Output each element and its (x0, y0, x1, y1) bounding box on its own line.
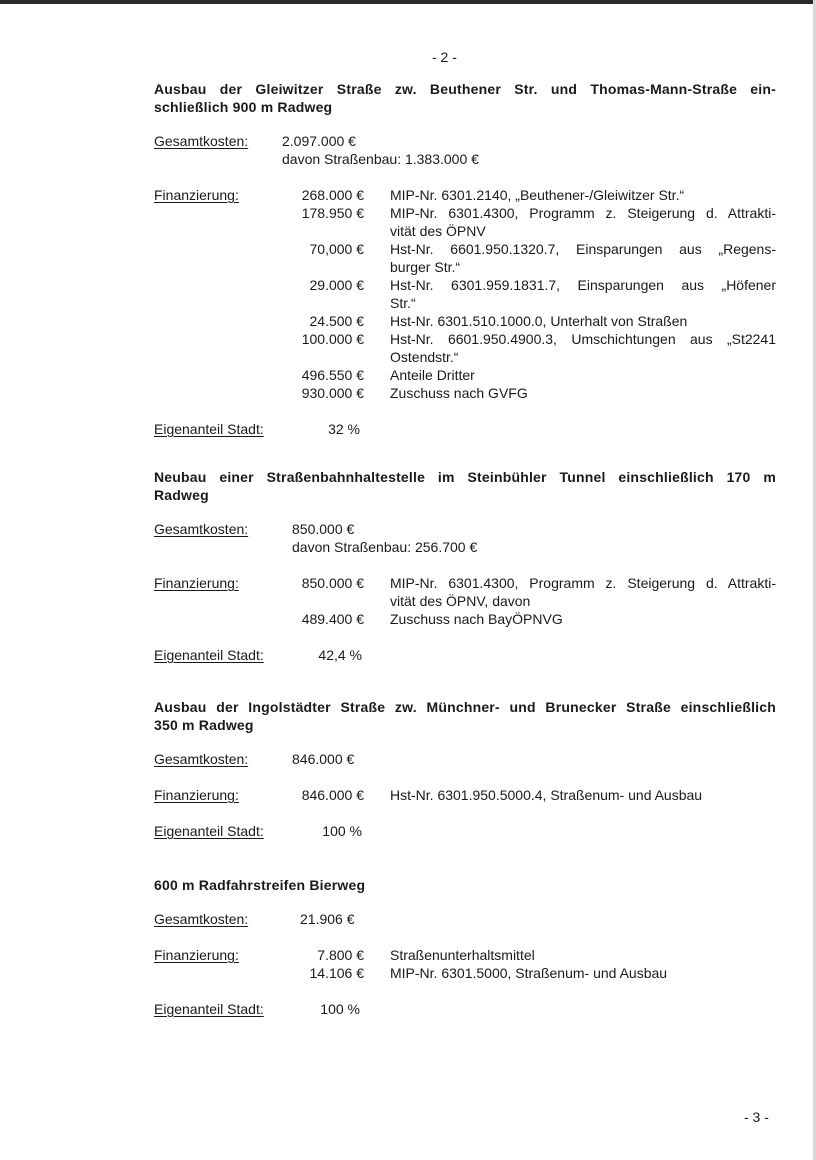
financing-item (282, 276, 776, 312)
eigenanteil-value: 42,4 % (318, 647, 362, 663)
financing-amount: 24.500 € (309, 313, 364, 329)
eigenanteil-row (154, 822, 776, 840)
finanzierung-row (154, 786, 776, 804)
financing-amount: 268.000 € (301, 187, 364, 203)
financing-list (282, 786, 776, 804)
footer-page-number: - 3 - (744, 1109, 769, 1125)
eigenanteil-value: 32 % (328, 421, 360, 437)
financing-description: Zuschuss nach BayÖPNVG (390, 611, 563, 627)
eigenanteil-row (154, 646, 776, 664)
gesamtkosten-sub: davon Straßenbau: 1.383.000 € (282, 151, 479, 167)
section-ingolstaedter-strasse (154, 698, 776, 840)
eigenanteil-label: Eigenanteil Stadt: (154, 647, 264, 663)
gesamtkosten-row (154, 910, 776, 928)
page-top-edge (0, 0, 816, 4)
financing-item (282, 384, 776, 402)
section-steinbuehler-tunnel (154, 468, 776, 664)
section-bierweg (154, 876, 776, 1018)
financing-description: Straßenunterhaltsmittel (390, 947, 535, 963)
page-number: - 2 - (432, 49, 457, 65)
financing-description: MIP-Nr. 6301.2140, „Beuthener-/Gleiwitzer Str.“ (390, 187, 685, 203)
financing-description: MIP-Nr. 6301.5000, Straßenum- und Ausbau (390, 965, 668, 981)
financing-item (282, 786, 776, 804)
financing-description: Anteile Dritter (390, 367, 475, 383)
gesamtkosten-label: Gesamtkosten: (154, 521, 249, 537)
financing-item (282, 964, 776, 982)
financing-description: Zuschuss nach GVFG (390, 385, 528, 401)
financing-amount: 930.000 € (301, 385, 364, 401)
financing-item (282, 330, 776, 366)
section-heading: Neubau einer Straßenbahnhaltestelle im Steinbühler Tunnel einschließlich 170 m Radweg (154, 469, 776, 503)
financing-description: MIP-Nr. 6301.4300, Programm z. Steigerung d. Attrakti- vität des ÖPNV (390, 205, 776, 239)
financing-description: Hst-Nr. 6601.950.4900.3, Umschichtungen aus „St2241 Ostendstr.“ (390, 331, 776, 365)
financing-amount: 496.550 € (301, 367, 364, 383)
gesamtkosten-row (154, 520, 776, 556)
financing-amount: 100.000 € (301, 331, 364, 347)
financing-amount: 489.400 € (301, 611, 364, 627)
finanzierung-label: Finanzierung: (154, 575, 239, 591)
financing-amount: 7.800 € (317, 947, 364, 963)
gesamtkosten-label: Gesamtkosten: (154, 133, 249, 149)
gesamtkosten-value: 21.906 € (300, 911, 355, 927)
financing-item (282, 186, 776, 204)
gesamtkosten-label: Gesamtkosten: (154, 751, 249, 767)
gesamtkosten-label: Gesamtkosten: (154, 911, 249, 927)
financing-amount: 14.106 € (309, 965, 364, 981)
financing-item (282, 366, 776, 384)
financing-description: MIP-Nr. 6301.4300, Programm z. Steigerung d. Attrakti- vität des ÖPNV, davon (390, 575, 776, 609)
financing-item (282, 312, 776, 330)
eigenanteil-label: Eigenanteil Stadt: (154, 1001, 264, 1017)
finanzierung-row (154, 946, 776, 982)
eigenanteil-label: Eigenanteil Stadt: (154, 823, 264, 839)
eigenanteil-row (154, 420, 776, 438)
financing-list (282, 946, 776, 982)
financing-description: Hst-Nr. 6601.950.1320.7, Einsparungen aus „Regens- burger Str.“ (390, 241, 776, 275)
gesamtkosten-row (154, 132, 776, 168)
financing-list (282, 186, 776, 402)
finanzierung-row (154, 574, 776, 628)
financing-description: Hst-Nr. 6301.950.5000.4, Straßenum- und Ausbau (390, 787, 703, 803)
gesamtkosten-value: 846.000 € (292, 751, 355, 767)
finanzierung-label: Finanzierung: (154, 787, 239, 803)
finanzierung-label: Finanzierung: (154, 947, 239, 963)
section-heading: Ausbau der Ingolstädter Straße zw. Münchner- und Brunecker Straße einschließlich 350 m Radweg (154, 699, 776, 733)
section-heading: Ausbau der Gleiwitzer Straße zw. Beuthener Str. und Thomas-Mann-Straße ein- schließlich 900 m Radweg (154, 81, 776, 115)
financing-amount: 29.000 € (309, 277, 364, 293)
financing-amount: 850.000 € (301, 575, 364, 591)
financing-item (282, 946, 776, 964)
eigenanteil-label: Eigenanteil Stadt: (154, 421, 264, 437)
eigenanteil-value: 100 % (320, 1001, 360, 1017)
gesamtkosten-value: 2.097.000 € (282, 133, 356, 149)
finanzierung-label: Finanzierung: (154, 187, 239, 203)
financing-item (282, 204, 776, 240)
financing-amount: 178.950 € (301, 205, 364, 221)
financing-item (282, 240, 776, 276)
eigenanteil-row (154, 1000, 776, 1018)
gesamtkosten-value: 850.000 € (292, 521, 355, 537)
section-heading: 600 m Radfahrstreifen Bierweg (154, 877, 366, 893)
financing-amount: 70,000 € (309, 241, 364, 257)
financing-description: Hst-Nr. 6301.510.1000.0, Unterhalt von Straßen (390, 313, 688, 329)
financing-amount: 846.000 € (301, 787, 364, 803)
financing-item (282, 610, 776, 628)
section-gleiwitzer-strasse (154, 80, 776, 438)
financing-list (282, 574, 776, 628)
eigenanteil-value: 100 % (322, 823, 362, 839)
gesamtkosten-row (154, 750, 776, 768)
gesamtkosten-sub: davon Straßenbau: 256.700 € (292, 539, 478, 555)
financing-item (282, 574, 776, 610)
financing-description: Hst-Nr. 6301.959.1831.7, Einsparungen aus „Höfener Str.“ (390, 277, 776, 311)
finanzierung-row (154, 186, 776, 402)
